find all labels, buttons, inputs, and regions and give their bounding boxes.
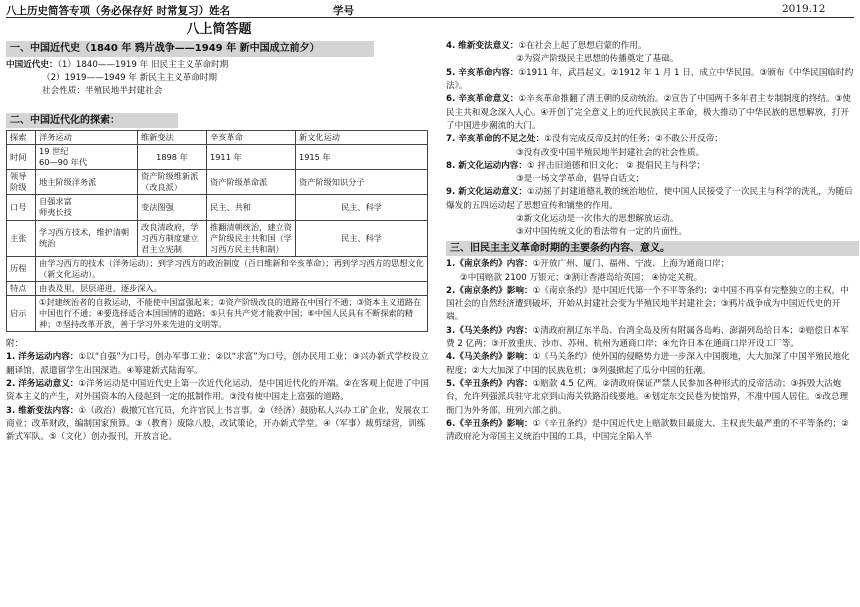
t3: 3.《马关条约》内容：①清政府割辽东半岛、台湾全岛及所有附属各岛屿、澎湖列岛给日本；②赔偿日本军费 2 亿两；③开放重庆、沙市、苏州、杭州为通商口岸；④允许日本在通商口岸开设工厂等。 <box>446 325 849 350</box>
table-row: 启示 ①封建统治者的自救运动，不能使中国富强起来；②资产阶级改良的道路在中国行不通；③资本主义道路在中国也行不通；④要选择适合本国国情的道路；⑤只有共产党才能救中国；⑥中国人民具有不断探索的精神；⑦坚持改革开放，善于学习外来先进的文明等。 <box>7 295 428 331</box>
appendix-q2: 2. 洋务运动意义：①洋务运动是中国近代史上第一次近代化运动，是中国近代化的开端。②在客观上促进了中国资本主义的产生，对外国资本的入侵起到一定的抵制作用。③没有使中国走上富强的道路。 <box>6 379 429 403</box>
t5: 5.《辛丑条约》内容：①赔款 4.5 亿两。②清政府保证严禁人民参加各种形式的反帝活动；③拆毁大沽炮台，允许列强派兵驻守北京到山海关铁路沿线要地。④划定东交民巷为使馆界，不准中国人居住。⑤改总理衙门为外务部，班列六部之前。 <box>446 379 849 416</box>
table-row: 历程 由学习西方的技术（洋务运动）；到学习西方的政治制度（百日维新和辛亥革命）；再到学习西方的思想文化（新文化运动）。 <box>7 256 428 281</box>
q5: 5. 辛亥革命内容：①1911 年，武昌起义。②1912 年 1 月 1 日，成立中华民国。③颁布《中华民国临时约法》。 <box>446 67 854 91</box>
header-student-number: 学号 <box>333 5 354 17</box>
table-row: 口号 自强求富 师夷长技 变法图强 民主、共和 民主、科学 <box>7 195 428 220</box>
t1: 1.《南京条约》内容：①开放广州、厦门、福州、宁波、上海为通商口岸； <box>446 259 730 270</box>
t1-line2: ②中国赔款 2100 万银元；③割让香港岛给英国； ④协定关税。 <box>460 272 703 283</box>
q4: 4. 维新变法意义：①在社会上起了思想启蒙的作用。 <box>446 41 647 51</box>
q8-line2: ③是一场文学革命，倡导白话文； <box>516 174 645 185</box>
header-title: 八上历史简答专项（务必保存好 时常复习）姓名 <box>6 5 231 17</box>
appendix-q3: 3. 维新变法内容：①（政治）裁撤冗官冗员，允许官民上书言事。②（经济）鼓励私人兴办工矿企业，发展农工商业；改革财政，编制国家预算。③（教育）废除八股，改试策论，开办新式学堂。④（军事）裁剪绿营，训练新式军队。⑤（文化）创办报刊，开放言论。 <box>6 405 429 443</box>
sec1-line1: 中国近代史：（1）1840——1919 年 旧民主主义革命时期 <box>6 59 229 70</box>
t6: 6.《辛丑条约》影响：①《辛丑条约》是中国近代史上赔款数目最庞大、主权丧失最严重的不平等条约；②清政府沦为帝国主义统治中国的工具，中国完全陷入半 <box>446 418 849 443</box>
left-column <box>6 19 432 604</box>
sec1-line3: 社会性质：半殖民地半封建社会 <box>42 86 163 97</box>
table-row: 时间 19 世纪 60—90 年代 1898 年 1911 年 1915 年 <box>7 145 428 170</box>
appendix-q1: 1. 洋务运动内容：①以“自强”为口号，创办军事工业；②以“求富”为口号，创办民用工业；③兴办新式学校设立翻译馆，派遣留学生出国深造。④筹建新式陆海军。 <box>6 352 429 376</box>
table-row: 特点 由表及里，层层递进，逐步深入。 <box>7 281 428 295</box>
q9: 9. 新文化运动意义：①动摇了封建道德礼教的统治地位，使中国人民接受了一次民主与科学的洗礼，为随后爆发的五四运动起了思想宣传和铺垫的作用。 <box>446 187 853 211</box>
section-1-title: 一、中国近代史（1840 年 鸦片战争——1949 年 新中国成立前夕） <box>6 41 374 57</box>
header-divider <box>6 17 854 18</box>
t4: 4.《马关条约》影响：①《马关条约》使外国的侵略势力进一步深入中国腹地，大大加深了中国半殖民地化程度；②大大加深了中国的民族危机；③列强掀起了瓜分中国的狂潮。 <box>446 352 850 376</box>
section-2-title: 二、中国近代化的探索： <box>6 113 178 129</box>
q8: 8. 新文化运动内容：① 抨击旧道德和旧文化； ② 提倡民主与科学； <box>446 160 706 171</box>
right-column <box>446 40 856 600</box>
table-row: 探索 洋务运动 维新变法 辛亥革命 新文化运动 <box>7 131 428 145</box>
table-row: 领导阶级 地主阶级洋务派 资产阶级维新派（改良派） 资产阶级革命派 资产阶级知识分子 <box>7 170 428 195</box>
sec1-line2: （2）1919——1949 年 新民主主义革命时期 <box>42 72 217 83</box>
header-date: 2019.12 <box>782 3 826 15</box>
q7-line2: ③没有改变中国半殖民地半封建社会的社会性质。 <box>516 147 705 158</box>
section-3-title: 三、旧民主主义革命时期的主要条约内容、意义。 <box>446 241 859 257</box>
worksheet-header <box>6 2 854 18</box>
q9-line3: ③对中国传统文化的看法带有一定的片面性。 <box>516 227 687 238</box>
doc-title: 八上简答题 <box>186 22 252 37</box>
q4-line2: ②为资产阶级民主思想的传播奠定了基础。 <box>516 54 679 65</box>
t2: 2.《南京条约》影响：①《南京条约》是中国近代第一个不平等条约；②中国不再享有完整独立的主权，中国社会的自然经济遭到破坏，开始从封建社会变为半殖民地半封建社会；③鸦片战争成为中国近代史的开端。 <box>446 285 849 323</box>
q6: 6. 辛亥革命意义：①辛亥革命推翻了清王朝的反动统治。②宣告了中国两千多年君主专制制度的终结。③使民主共和观念深入人心。④开创了完全意义上的近代民族民主革命，极大推动了中华民族的思想解放，打开了中国进步潮流的大门。 <box>446 94 851 131</box>
appendix-label: 附： <box>6 339 24 350</box>
sec1-label: 中国近代史： <box>6 59 58 70</box>
q7: 7. 辛亥革命的不足之处：①没有完成反帝反封的任务；②不敢公开反帝； <box>446 134 723 145</box>
table-row: 主张 学习西方技术，维护清朝统治 改良清政府，学习西方制度建立君主立宪制 推翻清朝统治，建立资产阶级民主共和国（学习西方民主共和制） 民主、科学 <box>7 220 428 256</box>
modernization-table <box>6 130 428 332</box>
q9-line2: ②新文化运动是一次伟大的思想解放运动。 <box>516 214 679 225</box>
